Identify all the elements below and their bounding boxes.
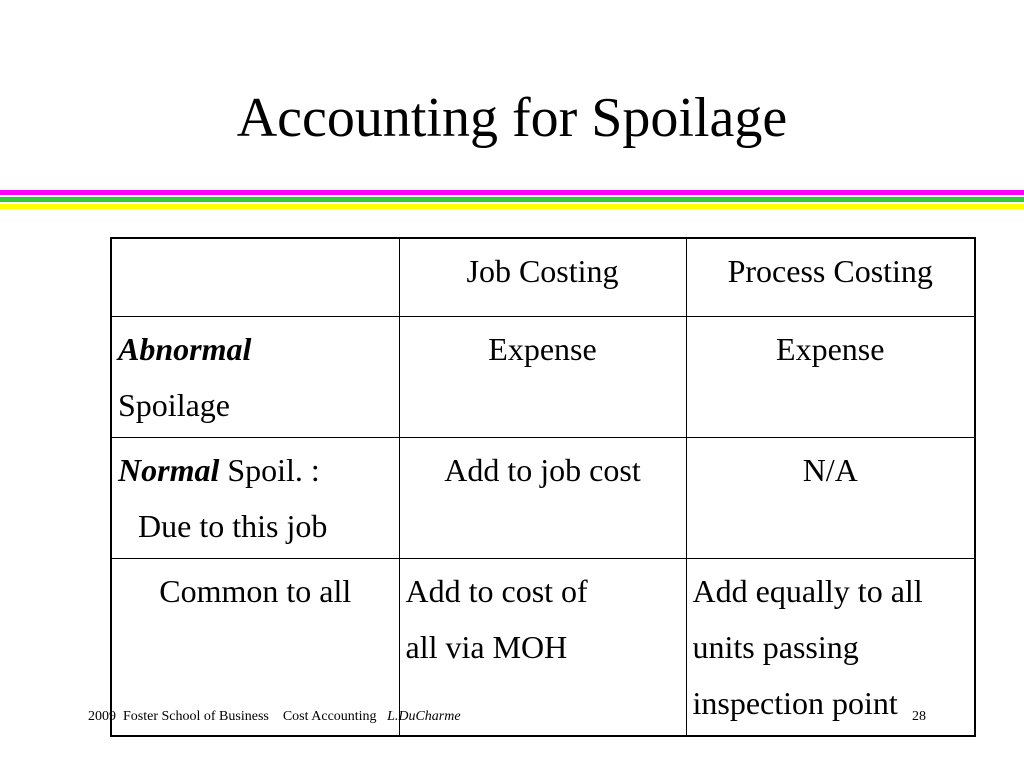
table-header-process-costing: Process Costing [686, 238, 975, 316]
row-label-text: Spoilage [118, 386, 230, 423]
decorative-rule-green [0, 197, 1024, 202]
table-header-row [111, 238, 975, 316]
page-number: 28 [912, 709, 926, 724]
cell-line: Add to cost of [405, 572, 588, 609]
decorative-rule-magenta [0, 190, 1024, 195]
row-label-text: Due to this job [138, 507, 328, 544]
table-header-empty [111, 238, 399, 316]
cell-abnormal-job: Expense [399, 316, 686, 437]
cell-line: Add equally to all [692, 572, 923, 609]
row-label-common: Common to all [111, 558, 399, 736]
row-label-emphasis: Abnormal [118, 330, 252, 367]
spoilage-table [110, 237, 976, 737]
slide-footer [88, 708, 461, 726]
slide-title: Accounting for Spoilage [236, 87, 788, 149]
footer-author: L.DuCharme [387, 709, 461, 724]
cell-line: all via MOH [405, 628, 568, 665]
row-label-emphasis: Normal [118, 451, 220, 488]
decorative-rule-yellow [0, 204, 1024, 209]
table-row [111, 437, 975, 558]
cell-line: inspection point [692, 684, 898, 721]
cell-abnormal-process: Expense [686, 316, 975, 437]
row-label-abnormal [111, 316, 399, 437]
cell-normal-process: N/A [686, 437, 975, 558]
cell-line: units passing [692, 628, 859, 665]
table-row [111, 316, 975, 437]
cell-common-process [686, 558, 975, 736]
cell-normal-job: Add to job cost [399, 437, 686, 558]
footer-text: 2009 Foster School of Business Cost Accounting [88, 709, 388, 724]
row-label-normal [111, 437, 399, 558]
row-label-line [118, 442, 393, 498]
row-label-suffix: Spoil. : [219, 451, 320, 488]
table-header-job-costing: Job Costing [399, 238, 686, 316]
